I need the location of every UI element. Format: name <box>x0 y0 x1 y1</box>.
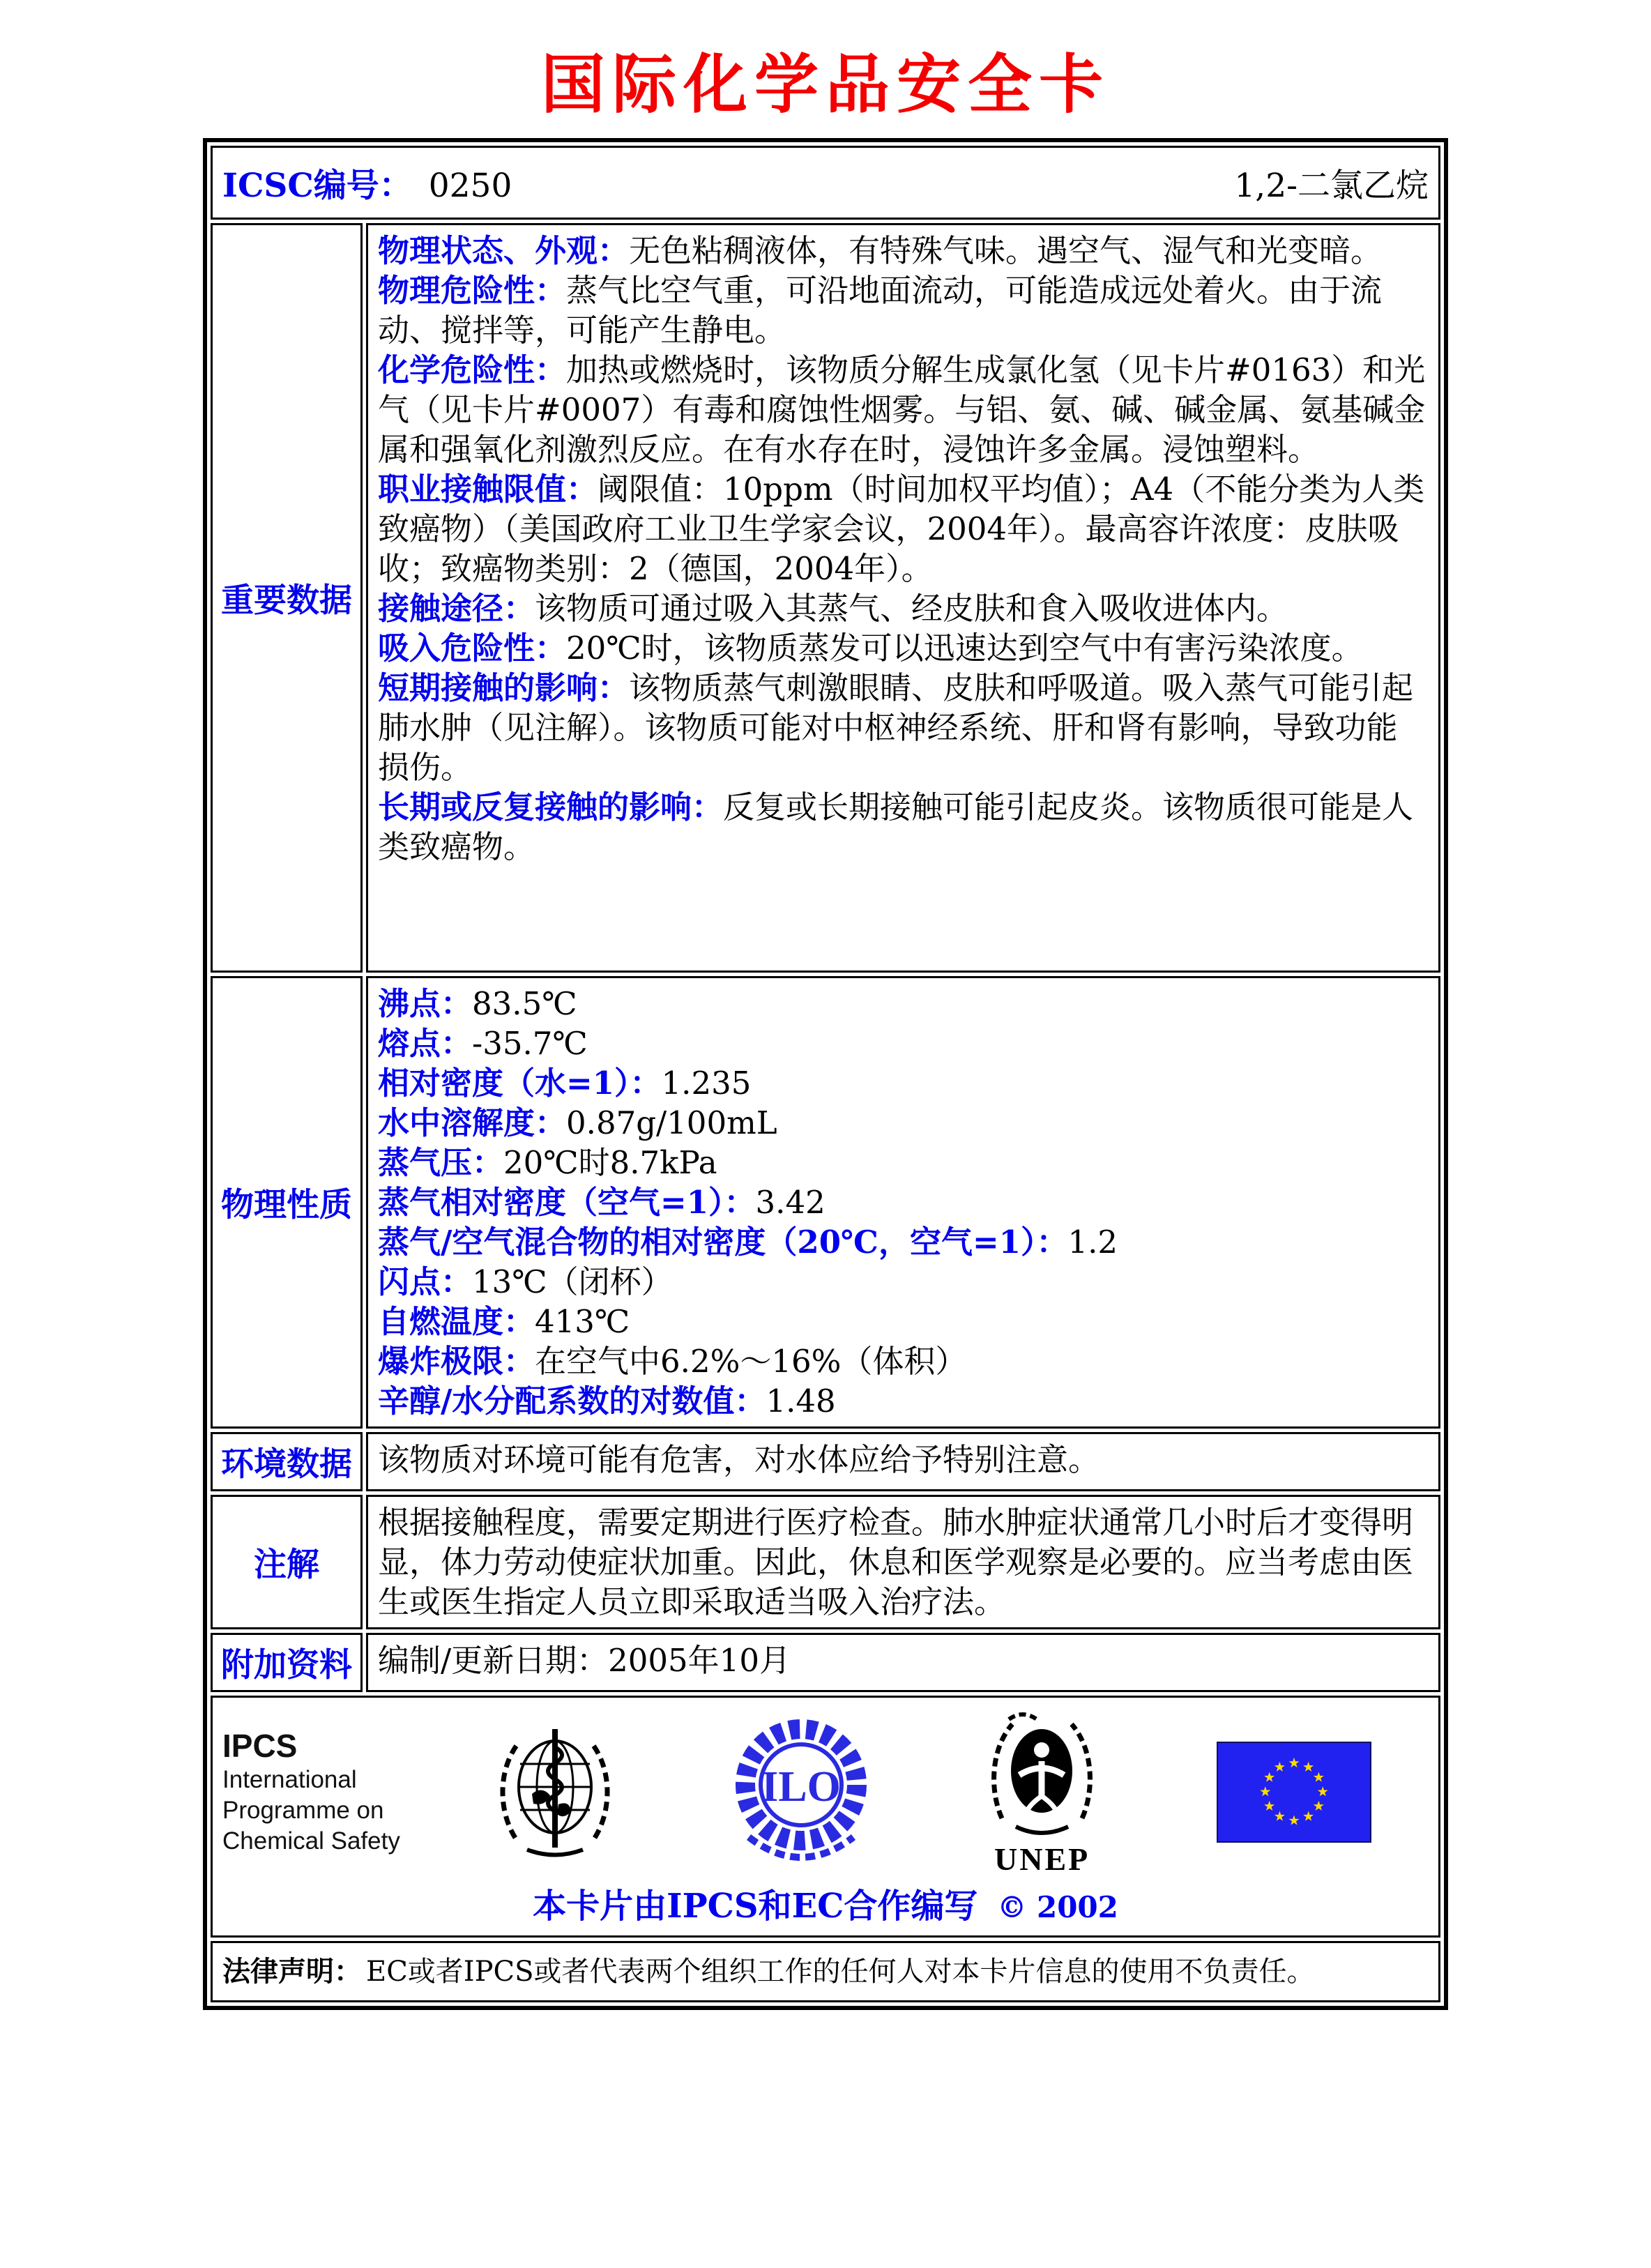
section-label-important-data: 重要数据 <box>211 223 363 973</box>
physical-property-item: 熔点：-35.7℃ <box>378 1025 588 1062</box>
important-data-item: 物理危险性：蒸气比空气重，可沿地面流动，可能造成远处着火。由于流动、搅拌等，可能产生静电。 <box>378 272 1383 349</box>
ipcs-acronym: IPCS <box>222 1728 298 1764</box>
physical-properties-content <box>366 976 1440 1429</box>
section-notes <box>211 1495 1440 1629</box>
footer-cell <box>211 1696 1440 1938</box>
footer-caption <box>222 1879 1429 1931</box>
section-label-additional-info: 附加资料 <box>211 1633 363 1692</box>
logos-strip <box>222 1705 1429 1879</box>
physical-property-item: 蒸气相对密度（空气=1）：3.42 <box>378 1184 826 1221</box>
footer-copyright: © 2002 <box>997 1890 1118 1924</box>
physical-property-item: 辛醇/水分配系数的对数值：1.48 <box>378 1383 836 1420</box>
icsc-number-label: ICSC编号： <box>222 166 412 205</box>
section-important-data <box>211 223 1440 973</box>
section-label-environmental-data: 环境数据 <box>211 1432 363 1491</box>
important-data-item: 长期或反复接触的影响：反复或长期接触可能引起皮炎。该物质很可能是人类致癌物。 <box>378 789 1414 865</box>
physical-property-item: 闪点：13℃（闭杯） <box>378 1263 673 1300</box>
icsc-number-value: 0250 <box>428 166 512 205</box>
important-data-item: 化学危险性：加热或燃烧时，该物质分解生成氯化氢（见卡片#0163）和光气（见卡片#0007）有毒和腐蚀性烟雾。与铝、氨、碱、碱金属、氨基碱金属和强氧化剂激烈反应。在有水存在时，浸蚀许多金属。浸蚀塑料。 <box>378 351 1426 468</box>
important-data-item: 职业接触限值：阈限值：10ppm（时间加权平均值）；A4（不能分类为人类致癌物）（美国政府工业卫生学家会议，2004年）。最高容许浓度：皮肤吸收；致癌物类别：2（德国，2004年）。 <box>378 471 1425 587</box>
ilo-letters: ILO <box>761 1763 841 1811</box>
legal-row <box>211 1941 1440 2002</box>
ipcs-line: Programme on <box>222 1797 384 1824</box>
physical-property-item: 相对密度（水=1）：1.235 <box>378 1065 752 1102</box>
ipcs-line: Chemical Safety <box>222 1827 400 1855</box>
page-title: 国际化学品安全卡 <box>540 47 1110 122</box>
physical-property-item: 自燃温度：413℃ <box>378 1303 630 1340</box>
important-data-item: 吸入危险性：20℃时，该物质蒸发可以迅速达到空气中有害污染浓度。 <box>378 630 1363 667</box>
additional-info-content: 编制/更新日期：2005年10月 <box>366 1633 1440 1692</box>
physical-property-item: 沸点：83.5℃ <box>378 985 577 1022</box>
physical-property-item: 水中溶解度：0.87g/100mL <box>378 1104 777 1141</box>
ipcs-text-block <box>222 1727 432 1857</box>
legal-text: EC或者IPCS或者代表两个组织工作的任何人对本卡片信息的使用不负责任。 <box>366 1956 1315 1988</box>
who-logo <box>489 1721 621 1864</box>
logo-spread <box>432 1705 1429 1879</box>
unep-logo <box>981 1707 1103 1878</box>
physical-property-item: 蒸气/空气混合物的相对密度（20℃，空气=1）：1.2 <box>378 1224 1118 1261</box>
physical-property-item: 爆炸极限：在空气中6.2%～16%（体积） <box>378 1343 967 1380</box>
footer-caption-text: 本卡片由IPCS和EC合作编写 <box>533 1887 978 1926</box>
important-data-content <box>366 223 1440 973</box>
important-data-item: 物理状态、外观：无色粘稠液体，有特殊气味。遇空气、湿气和光变暗。 <box>378 232 1383 269</box>
important-data-item: 短期接触的影响：该物质蒸气刺激眼睛、皮肤和呼吸道。吸入蒸气可能引起肺水肿（见注解）。该物质可能对中枢神经系统、肝和肾有影响，导致功能损伤。 <box>378 669 1414 786</box>
important-data-item: 接触途径：该物质可通过吸入其蒸气、经皮肤和食入吸收进体内。 <box>378 590 1288 627</box>
icsc-number-group <box>222 160 512 206</box>
ilo-logo <box>735 1705 867 1879</box>
notes-content: 根据接触程度，需要定期进行医疗检查。肺水肿症状通常几小时后才变得明显，体力劳动使症状加重。因此，休息和医学观察是必要的。应当考虑由医生或医生指定人员立即采取适当吸入治疗法。 <box>366 1495 1440 1629</box>
eu-flag <box>1217 1742 1371 1843</box>
environmental-data-content: 该物质对环境可能有危害，对水体应给予特别注意。 <box>366 1432 1440 1491</box>
section-environmental-data <box>211 1432 1440 1491</box>
physical-property-item: 蒸气压：20℃时8.7kPa <box>378 1144 717 1181</box>
header-row <box>211 146 1440 220</box>
ipcs-line: International <box>222 1766 357 1793</box>
header-cell <box>211 146 1440 220</box>
legal-cell <box>211 1941 1440 2002</box>
footer-row <box>211 1696 1440 1938</box>
section-physical-properties <box>211 976 1440 1429</box>
section-label-physical-properties: 物理性质 <box>211 976 363 1429</box>
unep-word: UNEP <box>994 1841 1090 1877</box>
chemical-name: 1,2-二氯乙烷 <box>1234 166 1429 205</box>
section-label-notes: 注解 <box>211 1495 363 1629</box>
icsc-card <box>203 138 1448 2010</box>
section-additional-info <box>211 1633 1440 1692</box>
legal-label: 法律声明： <box>222 1955 362 1988</box>
